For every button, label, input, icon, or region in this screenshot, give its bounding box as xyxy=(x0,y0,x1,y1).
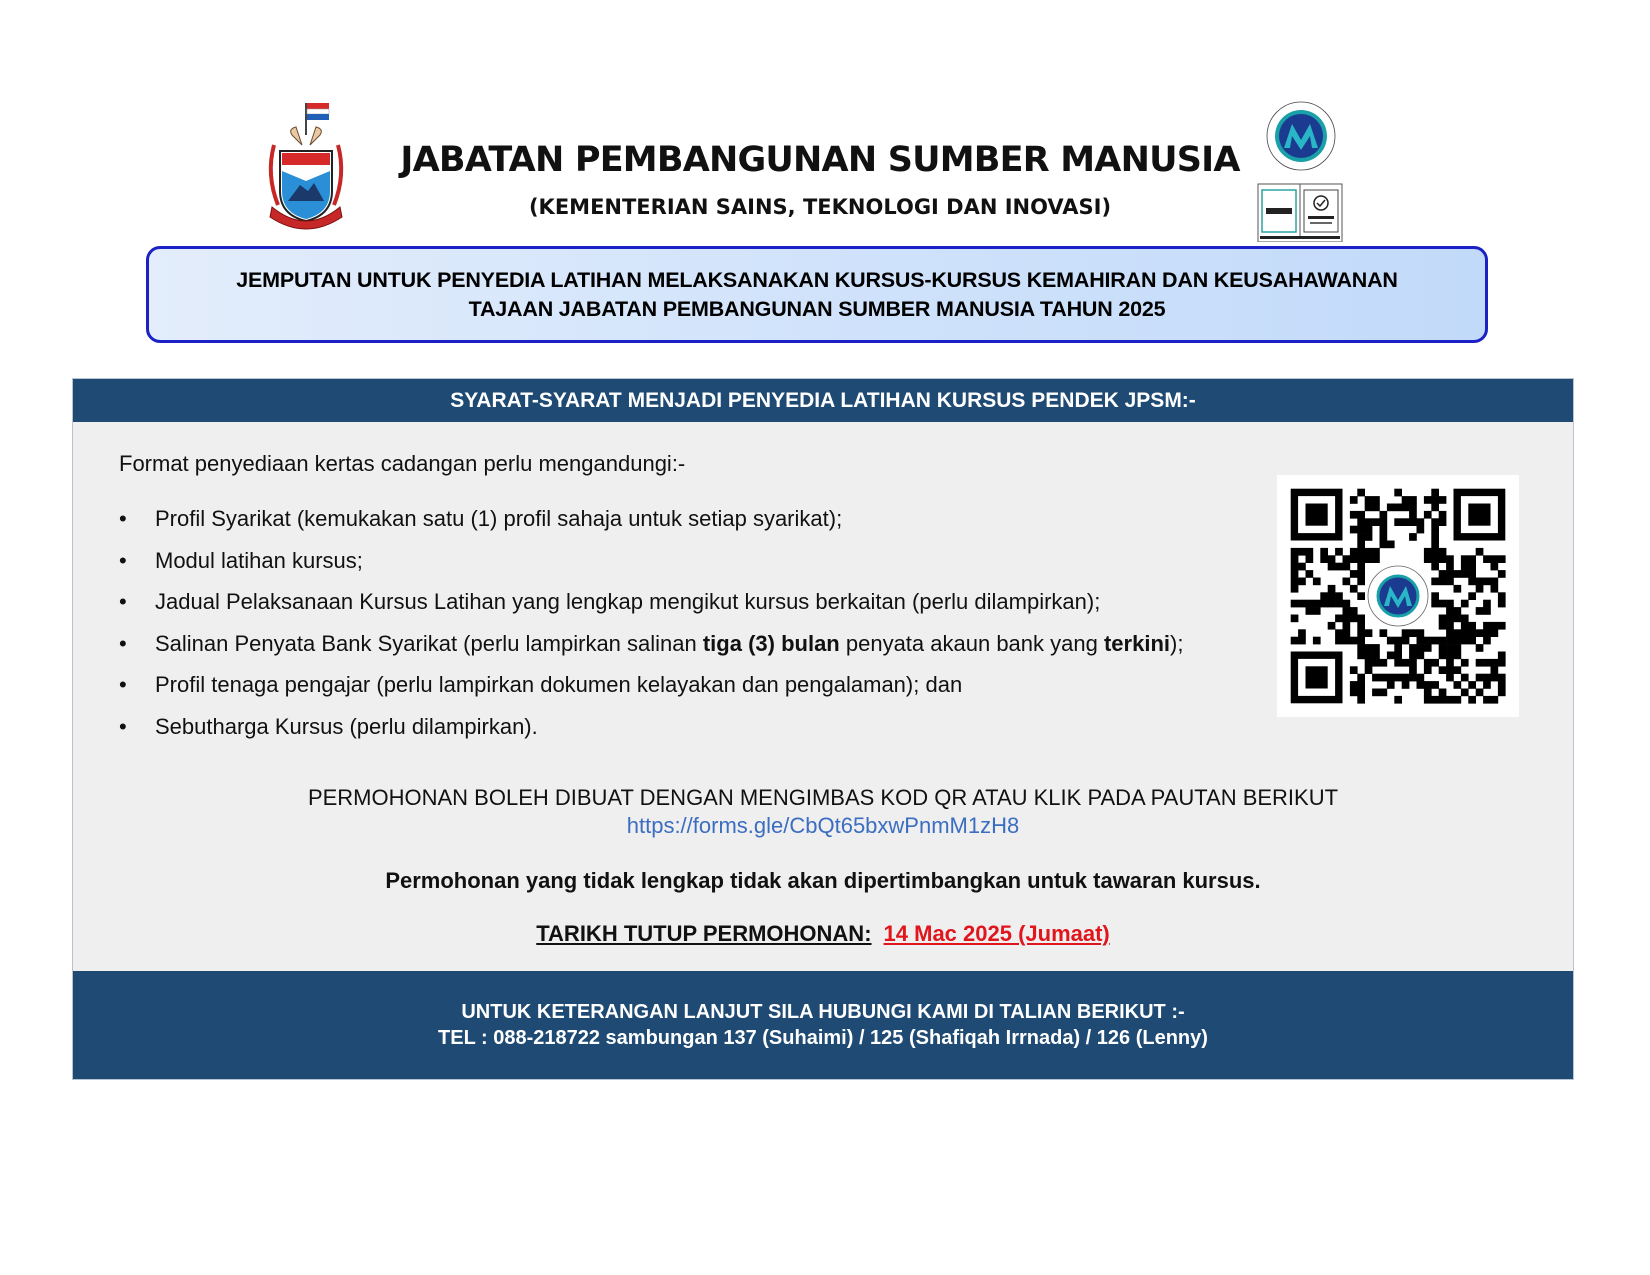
list-item-text: Sebutharga Kursus (perlu dilampirkan). xyxy=(155,713,538,739)
requirements-heading: SYARAT-SYARAT MENJADI PENYEDIA LATIHAN KURSUS PENDEK JPSM:- xyxy=(73,379,1573,422)
contact-phone: TEL : 088-218722 sambungan 137 (Suhaimi) / 125 (Shafiqah Irrnada) / 126 (Lenny) xyxy=(438,1027,1208,1049)
invitation-banner xyxy=(146,246,1488,343)
list-item xyxy=(119,630,1183,672)
qr-code-icon[interactable] xyxy=(1277,475,1519,717)
deadline-label: TARIKH TUTUP PERMOHONAN: xyxy=(536,921,872,946)
requirements-list xyxy=(119,505,1183,754)
list-item xyxy=(119,547,1183,589)
deadline-date: 14 Mac 2025 (Jumaat) xyxy=(883,921,1110,946)
bullet: • xyxy=(119,589,127,614)
banner-line-2: TAJAAN JABATAN PEMBANGUNAN SUMBER MANUSIA TAHUN 2025 xyxy=(468,296,1166,321)
page-title: JABATAN PEMBANGUNAN SUMBER MANUSIA xyxy=(400,140,1240,180)
bullet: • xyxy=(119,547,127,573)
bank-text-2: penyata akaun bank yang xyxy=(839,630,1104,656)
bullet: • xyxy=(119,672,127,697)
list-item-text xyxy=(155,630,1183,672)
bullet: • xyxy=(119,713,127,739)
list-item xyxy=(119,671,1183,713)
deadline xyxy=(73,921,1573,947)
bullet: • xyxy=(119,506,127,531)
contact-heading: UNTUK KETERANGAN LANJUT SILA HUBUNGI KAMI DI TALIAN BERIKUT :- xyxy=(461,1001,1185,1023)
list-item-text: Profil Syarikat (kemukakan satu (1) profil sahaja untuk setiap syarikat); xyxy=(155,506,843,531)
requirements-intro: Format penyediaan kertas cadangan perlu mengandungi:- xyxy=(119,451,686,476)
bank-bold-2: terkini xyxy=(1103,630,1170,656)
contact-footer xyxy=(73,971,1573,1079)
list-item-text: Profil tenaga pengajar (perlu lampirkan dokumen kelayakan dan pengalaman); dan xyxy=(155,672,963,697)
bank-bold-1: tiga (3) bulan xyxy=(702,630,840,656)
bank-text-1: Salinan Penyata Bank Syarikat (perlu lampirkan salinan xyxy=(155,630,703,656)
list-item xyxy=(119,588,1183,630)
page-subtitle: (KEMENTERIAN SAINS, TEKNOLOGI DAN INOVASI) xyxy=(528,195,1112,219)
jpsm-logo-icon xyxy=(1256,100,1346,242)
application-instruction: PERMOHONAN BOLEH DIBUAT DENGAN MENGIMBAS KOD QR ATAU KLIK PADA PAUTAN BERIKUT xyxy=(307,785,1339,810)
bank-text-3: ); xyxy=(1170,630,1184,656)
incomplete-warning: Permohonan yang tidak lengkap tidak akan dipertimbangkan untuk tawaran kursus. xyxy=(385,868,1261,893)
list-item-text: Modul latihan kursus; xyxy=(155,547,363,573)
bullet: • xyxy=(119,630,127,656)
application-link[interactable]: https://forms.gle/CbQt65bxwPnmM1zH8 xyxy=(626,813,1020,838)
list-item xyxy=(119,713,1183,755)
list-item-text: Jadual Pelaksanaan Kursus Latihan yang lengkap mengikut kursus berkaitan (perlu dilampirkan); xyxy=(155,589,1101,614)
requirements-card xyxy=(72,378,1574,1080)
list-item xyxy=(119,505,1183,547)
banner-line-1: JEMPUTAN UNTUK PENYEDIA LATIHAN MELAKSANAKAN KURSUS-KURSUS KEMAHIRAN DAN KEUSAHAWANAN xyxy=(236,267,1398,292)
